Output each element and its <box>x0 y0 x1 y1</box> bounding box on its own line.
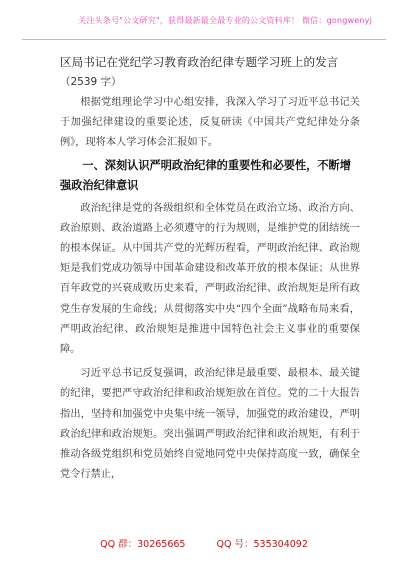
page-header <box>0 0 408 42</box>
body-paragraph: 政治纪律是党的各级组织和全体党员在政治立场、政治方向、政治原则、政治道路上必须遵守的行为规则，是维护党的团结统一的根本保证。从中国共产党的光辉历程看，严明政治纪律、政治规矩是我们党成功领导中国革命建设和改革开放的根本保证；从世界百年政党的兴衰成败历史来看，严明政治纪律、政治规矩是所有政党生存发展的生命线；从贯彻落实中央“四个全面”战略布局来看，严明政治纪律、政治规矩是推进中国特色社会主义事业的重要保障。 <box>60 202 360 356</box>
body-paragraph: 习近平总书记反复强调，政治纪律是最重要、最根本、最关键的纪律，要把严守政治纪律和政治规矩放在首位。党的二十大报告指出，坚持和加强党中央集中统一领导，加强党的政治建设，严明政治纪律和政治规矩。突出强调严明政治纪律和政治规矩，有利于推动各级党组织和党员始终自觉地同党中央保持高度一致，确保全党令行禁止， <box>60 368 360 481</box>
word-count: （2539 字） <box>60 76 122 88</box>
page-footer <box>0 536 408 550</box>
header-divider <box>22 39 386 40</box>
qq-account-number: QQ 号：535304092 <box>216 539 308 550</box>
document-title: 区局书记在党纪学习教育政治纪律专题学习班上的发言 <box>60 55 339 69</box>
intro-paragraph: 根据党组理论学习中心组安排，我深入学习了习近平总书记关于加强纪律建设的重要论述，反复研读《中国共产党纪律处分条例》，现将本人学习体会汇报如下。 <box>60 97 360 149</box>
qq-group-number: QQ 群：30265665 <box>100 539 186 550</box>
header-note: 关注头条号"公文研究"，获得最新最全最专业的公文资料库！ 微信：gongwenyj <box>78 16 372 25</box>
document-body <box>60 52 360 485</box>
section-heading: 一、深刻认识严明政治纪律的重要性和必要性，不断增强政治纪律意识 <box>60 158 351 193</box>
